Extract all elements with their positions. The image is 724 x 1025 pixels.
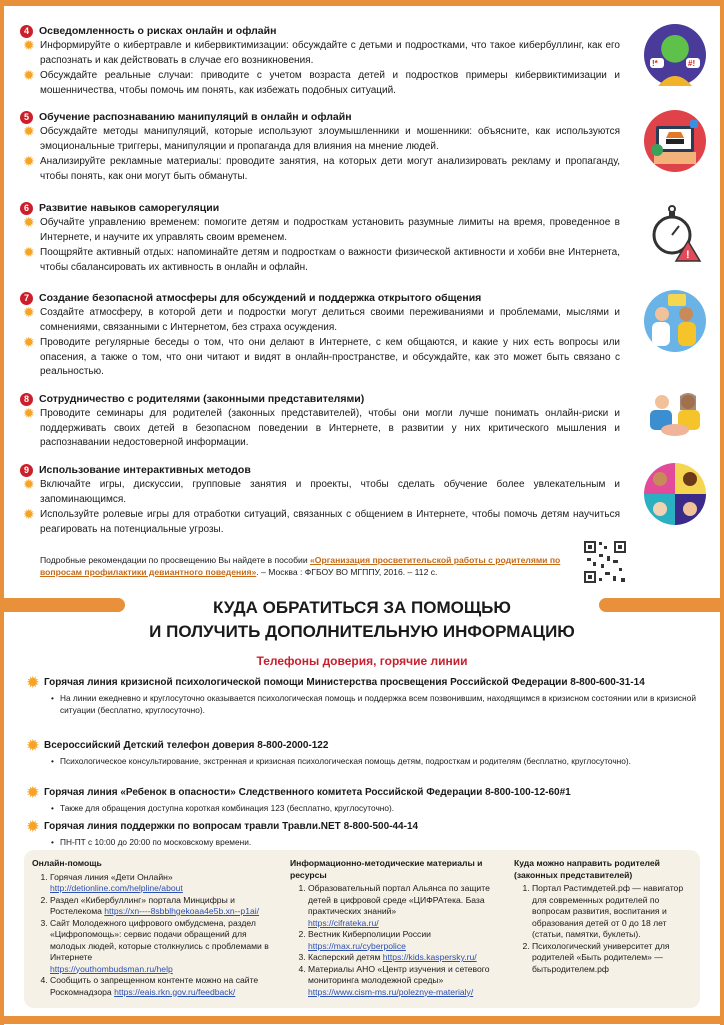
resource-link[interactable]: https://www.cism-ms.ru/poleznye-materialy/ bbox=[308, 986, 474, 997]
sun-bullet-icon: ✹ bbox=[23, 153, 35, 169]
section-title: Развитие навыков саморегуляции bbox=[39, 202, 220, 214]
conversation-icon bbox=[644, 290, 706, 352]
section-manipulation-recognition bbox=[20, 110, 620, 184]
hacker-icon bbox=[644, 110, 706, 172]
bullet-dot: • bbox=[51, 837, 54, 847]
list-item: 2. Вестник Киберполиции России https://max.ru/cyberpolice bbox=[308, 929, 500, 952]
section-title: Создание безопасной атмосферы для обсуждений и поддержка открытого общения bbox=[39, 292, 482, 304]
list-item: ✹ Информируйте о кибертравле и кибервиктимизации: обсуждайте с детьми и подростками, что такое кибербуллинг, как его распознать и как действовать в случае его возникновения. bbox=[23, 37, 620, 66]
section-number-badge: 4 bbox=[20, 25, 33, 38]
sun-bullet-icon: ✹ bbox=[23, 506, 35, 522]
online-help-column: Онлайн-помощь 1. Горячая линия «Дети Онлайн» http://detionline.com/helpline/about 2. Раздел «Кибербуллинг» портала Минцифры и Ростелекома https://xn----8sbblhgekoaa4e5b.xn--p1ai/ 3. Сайт Молодежного цифрового омбудсмена, раздел «Цифропомощь»: сервис подачи обращений для молодых людей, которые столкнулись с проблемами в Интернете https://youthombudsman.ru/help 4. Сообщить о запрещенном контенте можно на сайте Роскомнадзора https://eais.rkn.gov.ru/feedback/ bbox=[32, 858, 282, 998]
list-item: 4. Материалы АНО «Центр изучения и сетевого мониторинга молодежной среды» https://www.cism-ms.ru/poleznye-materialy/ bbox=[308, 964, 500, 999]
section-number-badge: 6 bbox=[20, 202, 33, 215]
resource-link[interactable]: https://xn----8sbblhgekoaa4e5b.xn--p1ai/ bbox=[104, 906, 260, 916]
sun-bullet-icon: ✹ bbox=[23, 405, 35, 421]
svg-text:#!: #! bbox=[688, 59, 696, 68]
section-parent-cooperation bbox=[20, 392, 620, 451]
materials-column: Информационно-методические материалы и ресурсы 1. Образовательный портал Альянса по защите детей в цифровой среде «ЦИФРАтека. База практических знаний» https://cifrateka.ru/ 2. Вестник Киберполиции России https://max.ru/cyberpolice 3. Касперский детям https://kids.kaspersky.ru/ 4. Материалы АНО «Центр изучения и сетевого мониторинга молодежной среды» https://www.cism-ms.ru/poleznye-materialy/ bbox=[290, 858, 500, 998]
list-item: 1. Образовательный портал Альянса по защите детей в цифровой среде «ЦИФРАтека. База практических знаний» https://cifrateka.ru/ bbox=[308, 883, 500, 929]
list-item: ✹ Обсуждайте методы манипуляций, которые используют злоумышленники и мошенники: объясните, как используются эмоциональные триггеры, манипуляции и пропаганда для влияния на мнение людей. bbox=[23, 123, 620, 152]
hotlines-subtitle: Телефоны доверия, горячие линии bbox=[256, 654, 468, 668]
page-border-right-lower bbox=[720, 605, 724, 1025]
reference-note: Подробные рекомендации по просвещению Вы найдете в пособии «Организация просветительской работы с родителями по вопросам профилактики девиантного поведения». – Москва : ФГБОУ ВО МГППУ, 2016. – 112 с. bbox=[40, 555, 561, 577]
hotline-item: ✹ Всероссийский Детский телефон доверия 8-800-2000-122 • Психологическое консультирование, экстренная и кризисная психологическая помощь детям, подросткам и родителям (бесплатно, круглосуточно). bbox=[27, 737, 631, 766]
list-item: ✹ Обсуждайте реальные случаи: приводите с учетом возраста детей и подростков примеры кибервиктимизации и мошенничества, чтобы помочь им понять, как избежать подобных ситуаций. bbox=[23, 67, 620, 96]
hotline-item: ✹ Горячая линия «Ребенок в опасности» Следственного комитета Российской Федерации 8-800-100-12-60#1 • Также для обращения доступна короткая комбинация 123 (бесплатно, круглосуточно). bbox=[27, 784, 571, 813]
section-number-badge: 8 bbox=[20, 393, 33, 406]
resource-link[interactable]: https://eais.rkn.gov.ru/feedback/ bbox=[114, 986, 236, 997]
page-border-left bbox=[0, 0, 4, 605]
list-item: ✹ Обучайте управлению временем: помогите детям и подросткам установить разумные лимиты на время, проведенное в Интернете, и научите их управлять своим временем. bbox=[23, 214, 620, 243]
list-item: ✹ Проводите семинары для родителей (законных представителей), чтобы они могли лучше понимать онлайн-риски и поддерживать своих детей в безопасном поведении в Интернете, в развитии у них критического мышления и распознавании недостоверной информации. bbox=[23, 405, 620, 448]
section-title: Сотрудничество с родителями (законными представителями) bbox=[39, 393, 365, 405]
page-border-top bbox=[0, 0, 724, 6]
list-item: 1. Горячая линия «Дети Онлайн» http://detionline.com/helpline/about bbox=[50, 872, 282, 895]
section-title: Использование интерактивных методов bbox=[39, 464, 251, 476]
list-item: 4. Сообщить о запрещенном контенте можно на сайте Роскомнадзора https://eais.rkn.gov.ru/feedback/ bbox=[50, 975, 282, 998]
section-number-badge: 7 bbox=[20, 292, 33, 305]
sun-bullet-icon: ✹ bbox=[27, 674, 39, 690]
bullet-dot: • bbox=[51, 756, 54, 766]
page-border-right bbox=[720, 0, 724, 605]
section-safe-atmosphere bbox=[20, 291, 620, 380]
list-item: ✹ Используйте ролевые игры для отработки ситуаций, связанных с общением в Интернете, чтобы помочь детям научиться реагировать на потенциальные угрозы. bbox=[23, 506, 620, 535]
sun-bullet-icon: ✹ bbox=[23, 334, 35, 350]
sun-bullet-icon: ✹ bbox=[27, 818, 39, 834]
sun-bullet-icon: ✹ bbox=[23, 476, 35, 492]
bullet-dot: • bbox=[51, 693, 54, 703]
bullet-dot: • bbox=[51, 803, 54, 813]
cyberbullying-icon bbox=[644, 24, 706, 86]
group-people-icon bbox=[644, 463, 706, 525]
section-title: Обучение распознаванию манипуляций в онлайн и офлайн bbox=[39, 111, 352, 123]
list-item: ✹ Проводите регулярные беседы о том, что они делают в Интернете, с кем общаются, и какие у них есть вопросы или опасения, а также о том, что они читают и видят в онлайн-пространстве, и обсуждайте, как это может быть связано с реальностью. bbox=[23, 334, 620, 377]
page-border-bottom bbox=[0, 1016, 724, 1024]
sun-bullet-icon: ✹ bbox=[23, 244, 35, 260]
sun-bullet-icon: ✹ bbox=[23, 37, 35, 53]
list-item: ✹ Поощряйте активный отдых: напоминайте детям и подросткам о важности физической активности и хобби вне Интернета, чтобы сбалансировать их активность в онлайн и офлайн. bbox=[23, 244, 620, 273]
section-interactive-methods bbox=[20, 463, 620, 537]
hotline-item: ✹ Горячая линия кризисной психологической помощи Министерства просвещения Российской Федерации 8-800-600-31-14 • На линии ежедневно и круглосуточно оказывается психологическая помощь и поддержка всем позвонившим, находящимся в кризисном состоянии или в кризисной ситуации (бесплатно, круглосуточно). bbox=[27, 674, 696, 715]
sun-bullet-icon: ✹ bbox=[23, 214, 35, 230]
resource-link[interactable]: https://youthombudsman.ru/help bbox=[50, 963, 173, 974]
list-item: ✹ Анализируйте рекламные материалы: проводите занятия, на которых дети могут анализировать рекламу и пропаганду, чтобы понять, как они могут быть обмануты. bbox=[23, 153, 620, 182]
list-item: 2. Психологический университет для родителей «Быть родителем» — бытьродителем.рф bbox=[532, 941, 694, 976]
list-item: 2. Раздел «Кибербуллинг» портала Минцифры и Ростелекома https://xn----8sbblhgekoaa4e5b.xn--p1ai/ bbox=[50, 895, 282, 918]
sun-bullet-icon: ✹ bbox=[27, 784, 39, 800]
list-item: 3. Касперский детям https://kids.kaspersky.ru/ bbox=[308, 952, 500, 964]
page-border-left-lower bbox=[0, 605, 4, 1025]
manual-link[interactable]: «Организация просветительской работы с родителями по вопросам профилактики девиантного поведения» bbox=[40, 555, 561, 577]
sun-bullet-icon: ✹ bbox=[23, 67, 35, 83]
list-item: ✹ Создайте атмосферу, в которой дети и подростки могут делиться своими переживаниями и проблемами, мыслями и сомнениями, связанными с Интернетом, без страха осуждения. bbox=[23, 304, 620, 333]
help-title-line2: И ПОЛУЧИТЬ ДОПОЛНИТЕЛЬНУЮ ИНФОРМАЦИЮ bbox=[149, 622, 575, 641]
resource-link[interactable]: https://cifrateka.ru/ bbox=[308, 917, 379, 928]
list-item: 1. Портал Растимдетей.рф — навигатор для современных родителей по вопросам развития, воспитания и образования детей от 0 до 18 лет (статьи, памятки, буклеты). bbox=[532, 883, 694, 941]
resource-link[interactable]: http://detionline.com/helpline/about bbox=[50, 883, 183, 893]
qr-code[interactable] bbox=[583, 540, 627, 584]
section-number-badge: 9 bbox=[20, 464, 33, 477]
hotline-item: ✹ Горячая линия поддержки по вопросам травли Травли.NET 8-800-500-44-14 • ПН-ПТ с 10:00 до 20:00 по московскому времени. bbox=[27, 818, 419, 847]
handshake-parents-icon bbox=[644, 390, 706, 452]
resource-link[interactable]: https://max.ru/cyberpolice bbox=[308, 940, 406, 951]
help-title-line1: КУДА ОБРАТИТЬСЯ ЗА ПОМОЩЬЮ bbox=[213, 598, 511, 617]
section-title: Осведомленность о рисках онлайн и офлайн bbox=[39, 25, 277, 37]
section-self-regulation bbox=[20, 201, 620, 275]
section-number-badge: 5 bbox=[20, 111, 33, 124]
stopwatch-warning-icon bbox=[644, 203, 706, 265]
list-item: 3. Сайт Молодежного цифрового омбудсмена, раздел «Цифропомощь»: сервис подачи обращений для молодых людей, которые столкнулись с проблемами в Интернете https://youthombudsman.ru/help bbox=[50, 918, 282, 976]
svg-text:!: ! bbox=[686, 249, 690, 261]
sun-bullet-icon: ✹ bbox=[23, 304, 35, 320]
resources-box bbox=[24, 850, 700, 1008]
sun-bullet-icon: ✹ bbox=[23, 123, 35, 139]
sun-bullet-icon: ✹ bbox=[27, 737, 39, 753]
svg-text:!*: !* bbox=[652, 59, 658, 68]
parents-column: Куда можно направить родителей (законных представителей) 1. Портал Растимдетей.рф — навигатор для современных родителей по вопросам развития, воспитания и образования детей от 0 до 18 лет (статьи, памятки, буклеты). 2. Психологический университет для родителей «Быть родителем» — бытьродителем.рф bbox=[514, 858, 694, 975]
list-item: ✹ Включайте игры, дискуссии, групповые занятия и проекты, чтобы сделать обучение более увлекательным и запоминающимся. bbox=[23, 476, 620, 505]
section-risk-awareness bbox=[20, 24, 620, 98]
resource-link[interactable]: https://kids.kaspersky.ru/ bbox=[382, 952, 477, 962]
